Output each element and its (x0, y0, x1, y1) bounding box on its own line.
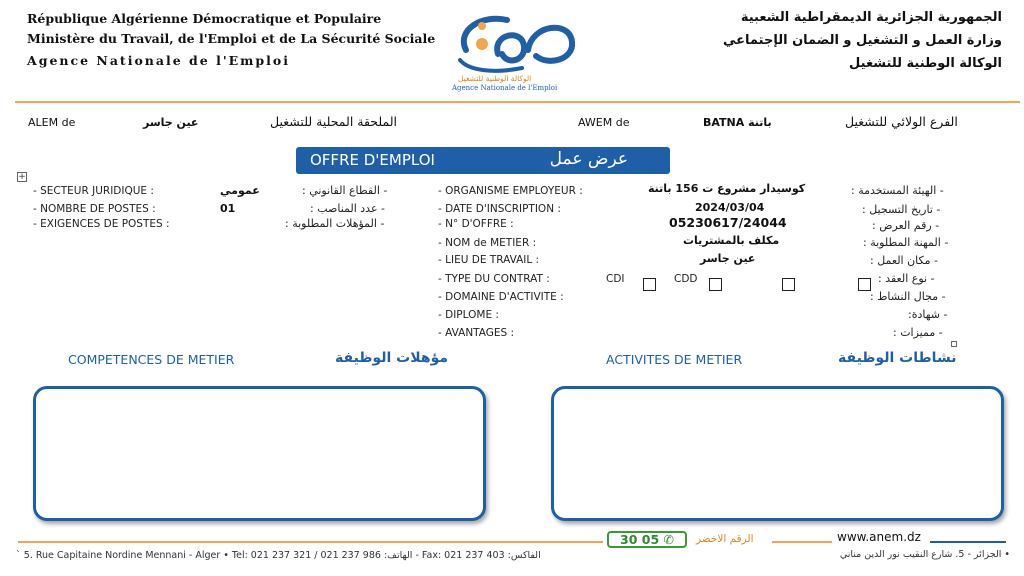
logo-fr-text: Agence Nationale de l'Emploi (452, 84, 558, 92)
competences-heading-fr: COMPETENCES DE METIER (68, 352, 235, 367)
header-divider (15, 101, 1020, 103)
header-fr-ministry: Ministère du Travail, de l'Emploi et de La Sécurité Sociale (27, 31, 436, 46)
secteur-value: عمومي (220, 184, 260, 197)
footer-address-fr: ` 5. Rue Capitaine Nordine Mennani - Alger • Tel: 021 237 321 / 021 237 986 :الهاتف - Fax: 021 237 403 :الفاكس (16, 550, 541, 561)
alem-value: عين جاسر (143, 116, 199, 129)
metier-value: مكلف بالمشتريات (683, 234, 780, 247)
avantages-label-fr: - AVANTAGES : (438, 327, 515, 339)
green-number-label: الرقم الاخضر (696, 533, 754, 545)
activites-textbox[interactable] (551, 386, 1004, 521)
header-fr-republic: République Algérienne Démocratique et Populaire (27, 11, 382, 26)
organisme-label-fr: - ORGANISME EMPLOYEUR : (438, 185, 583, 197)
awem-ar-label: الفرع الولائي للتشغيل (845, 114, 958, 129)
expand-plus-icon[interactable]: + (18, 172, 26, 182)
offer-title-banner (296, 147, 670, 174)
activites-heading-fr: ACTIVITES DE METIER (606, 352, 743, 367)
metier-label-fr: - NOM de METIER : (438, 237, 537, 249)
domaine-label-ar: - مجال النشاط : (870, 290, 946, 303)
offre-label-fr: - N° D'OFFRE : (438, 218, 514, 230)
cdd-label: CDD (674, 273, 698, 285)
header-ar-ministry: وزارة العمل و التشغيل و الضمان الإجتماعي (723, 33, 1002, 48)
competences-textbox[interactable] (33, 386, 486, 521)
contrat-label-ar: - نوع العقد : (878, 272, 935, 285)
contrat-label-fr: - TYPE DU CONTRAT : (438, 273, 550, 285)
date-value: 2024/03/04 (695, 201, 765, 214)
diplome-label-fr: - DIPLOME : (438, 309, 499, 321)
green-number-badge: 30 05 ✆ (607, 531, 687, 548)
offer-title-ar: عرض عمل (549, 149, 628, 169)
diplome-label-ar: - شهادة: (908, 308, 948, 321)
metier-label-ar: - المهنة المطلوبة : (863, 236, 949, 249)
footer-blue-line (930, 541, 1006, 543)
offre-number-value: 05230617/24044 (669, 215, 787, 230)
alem-ar-label: الملحقة المحلية للتشغيل (270, 114, 398, 129)
activites-heading-ar: نشاطات الوظيفة (838, 350, 957, 366)
competences-heading-ar: مؤهلات الوظيفة (335, 350, 449, 366)
lieu-value: عين جاسر (700, 252, 756, 265)
footer-orange-line (18, 541, 603, 543)
cdi-label: CDI (606, 273, 625, 285)
lieu-label-ar: - مكان العمل : (870, 254, 938, 267)
header-fr-agency: Agence Nationale de l'Emploi (27, 53, 290, 68)
avantages-label-ar: - مميزات : (893, 326, 943, 339)
offer-title-fr: OFFRE D'EMPLOI (310, 151, 435, 169)
postes-value: 01 (220, 202, 236, 215)
domaine-label-fr: - DOMAINE D'ACTIVITE : (438, 291, 564, 303)
secteur-label-ar: - القطاع القانوني : (302, 184, 388, 197)
organisme-label-ar: - الهيئة المستخدمة : (851, 184, 944, 197)
alem-label: ALEM de (28, 116, 76, 129)
date-label-fr: - DATE D'INSCRIPTION : (438, 203, 561, 215)
awem-label: AWEM de (578, 116, 630, 129)
offre-label-ar: - رقم العرض : (872, 219, 940, 232)
exigences-label-ar: - المؤهلات المطلوبة : (285, 217, 385, 230)
header-ar-agency: الوكالة الوطنية للتشغيل (849, 56, 1002, 71)
header-ar-republic: الجمهورية الجزائرية الديمقراطية الشعبية (740, 10, 1002, 25)
postes-label-ar: - عدد المناصب : (310, 202, 385, 215)
anem-logo (452, 10, 578, 74)
footer-address-ar: • الجزائر - 5. شارع النقيب نور الدين مناني (839, 549, 1010, 560)
logo-ar-text: الوكالة الوطنية للتشغيل (458, 74, 532, 83)
organisme-value: كوسيدار مشروع ت 156 باتنة (648, 182, 806, 195)
small-checkbox[interactable] (951, 341, 957, 347)
footer-orange-line-2 (772, 541, 832, 543)
postes-label-fr: - NOMBRE DE POSTES : (33, 203, 156, 215)
cdd-checkbox[interactable] (709, 278, 722, 291)
exigences-label-fr: - EXIGENCES DE POSTES : (33, 218, 170, 230)
website-link[interactable]: www.anem.dz (837, 530, 921, 544)
other-contract-checkbox[interactable] (782, 278, 795, 291)
lieu-label-fr: - LIEU DE TRAVAIL : (438, 254, 540, 266)
cdi-checkbox[interactable] (643, 278, 656, 291)
date-label-ar: - تاريخ التسجيل : (862, 203, 941, 216)
secteur-label-fr: - SECTEUR JURIDIQUE : (33, 185, 154, 197)
awem-value: BATNA باتنة (703, 116, 772, 129)
